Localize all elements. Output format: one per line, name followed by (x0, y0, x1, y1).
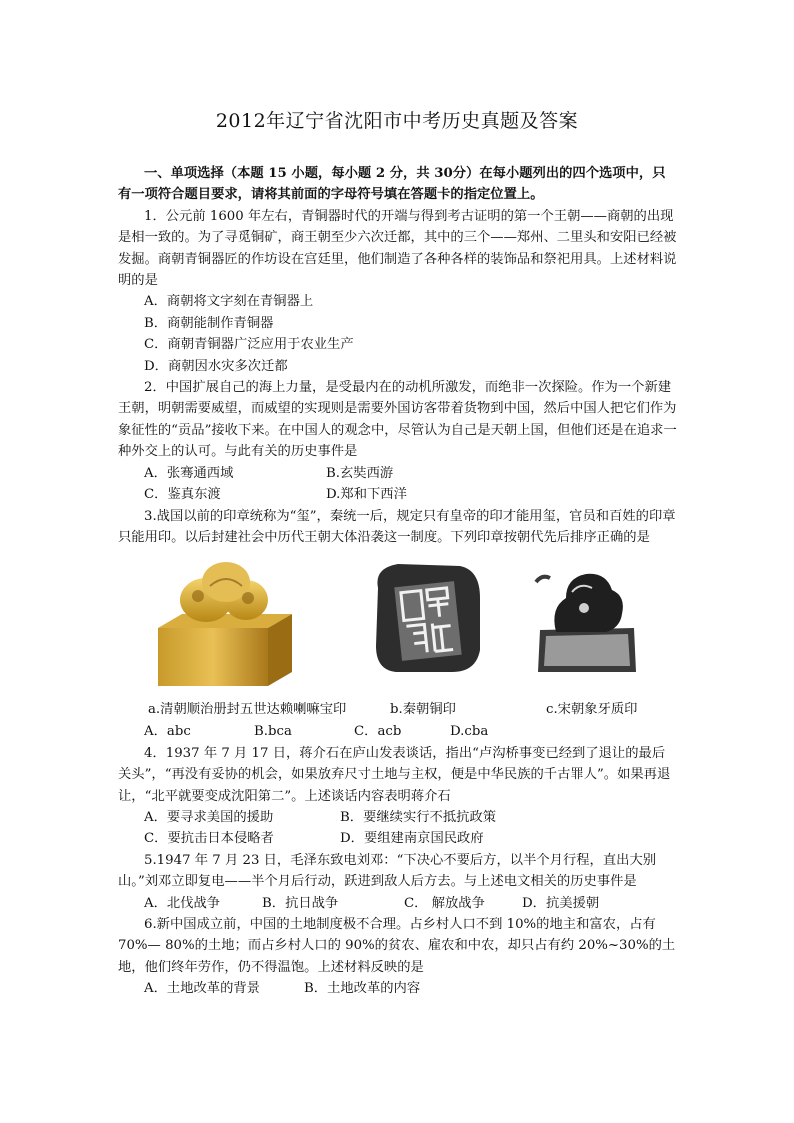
document-body (118, 163, 678, 1000)
caption-b: b.秦朝铜印 (390, 702, 456, 718)
question-5-option-c: C． 解放战争 (404, 895, 485, 911)
question-4-stem: 4．1937 年 7 月 17 日，蒋介石在庐山发表谈话，指出“卢沟桥事变已经到了退让的最后关头”，“再没有妥协的机会，如果放弃尺寸土地与主权，便是中华民族的千古罪人”。如果再退让，“北平就要变成沈阳第二”。上述谈话内容表明蒋介石 (118, 745, 671, 804)
question-5-option-a: A．北伐战争 (144, 895, 221, 911)
question-2-option-d: D.郑和下西洋 (326, 487, 407, 503)
question-4-options-row-1 (118, 807, 678, 828)
caption-a: a.清朝顺治册封五世达赖喇嘛宝印 (148, 702, 347, 718)
question-3-option-c: C．acb (354, 724, 402, 740)
question-6-stem: 6.新中国成立前，中国的土地制度极不合理。占乡村人口不到 10%的地主和富农，占有 70%— 80%的土地；而占乡村人口的 90%的贫农、雇农和中农，却只占有约 20%~30%的土地，他们终年劳作，仍不得温饱。上述材料反映的是 (118, 916, 676, 975)
question-3-option-a: A．abc (144, 724, 191, 740)
question-3-option-d: D.cba (450, 724, 489, 740)
question-5-stem: 5.1947 年 7 月 23 日，毛泽东致电刘邓：“下决心不要后方，以半个月行程，直出大别山。”刘邓立即复电——半个月后行动，跃进到敌人后方去。与上述电文相关的历史事件是 (118, 852, 657, 890)
question-4-option-a: A．要寻求美国的援助 (144, 809, 274, 825)
page-title: 2012年辽宁省沈阳市中考历史真题及答案 (215, 110, 579, 132)
caption-c: c.宋朝象牙质印 (546, 702, 638, 718)
question-5-option-d: D．抗美援朝 (522, 895, 600, 911)
question-3-options-row (118, 721, 678, 742)
question-2-stem: 2．中国扩展自己的海上力量，是受最内在的动机所激发，而绝非一次探险。作为一个新建王朝，明朝需要威望，而威望的实现则是需要外国访客带着货物到中国，然后中国人把它们作为象征性的“贡品”接收下来。在中国人的观念中，尽管认为自己是天朝上国，但他们还是在追求一种外交上的认可。与此有关的历史事件是 (118, 380, 677, 460)
section-heading: 一、单项选择（本题 15 小题，每小题 2 分，共 30分）在每小题列出的四个选项中，只有一项符合题目要求，请将其前面的字母符号填在答题卡的指定位置上。 (118, 166, 666, 203)
question-1-stem: 1．公元前 1600 年左右，青铜器时代的开端与得到考古证明的第一个王朝——商朝的出现是相一致的。为了寻觅铜矿，商王朝至少六次迁都，其中的三个——郑州、二里头和安阳已经被发掘。商朝青铜器匠的作坊设在宫廷里，他们制造了各种各样的装饰品和祭祀用具。上述材料说明的是 (118, 208, 677, 289)
question-1-option-c: C．商朝青铜器广泛应用于农业生产 (144, 337, 354, 353)
question-6-option-a: A．土地改革的背景 (144, 981, 260, 997)
copper-seal-image (368, 558, 486, 678)
seal-captions (118, 699, 678, 721)
question-2-option-a: A．张骞通西域 (144, 465, 234, 481)
question-1-option-b: B．商朝能制作青铜器 (144, 315, 274, 331)
ivory-seal-image (526, 562, 650, 678)
question-2-options-row-2 (118, 484, 678, 505)
question-5-options-row (118, 893, 678, 914)
question-1-option-d: D．商朝因水灾多次迁都 (144, 358, 288, 374)
question-4-option-d: D．要组建南京国民政府 (340, 831, 484, 847)
question-6-option-b: B．土地改革的内容 (304, 981, 421, 997)
question-1-option-a: A．商朝将文字刻在青铜器上 (144, 294, 314, 310)
question-2-options-row-1 (118, 463, 678, 484)
question-4-option-c: C．要抗击日本侵略者 (144, 831, 274, 847)
question-2-option-b: B.玄奘西游 (326, 465, 394, 481)
question-4-option-b: B．要继续实行不抵抗政策 (340, 809, 497, 825)
question-3-option-b: B.bca (254, 724, 292, 740)
question-6-options-row (118, 978, 678, 999)
question-5-option-b: B．抗日战争 (262, 895, 339, 911)
question-3-stem: 3.战国以前的印章统称为“玺”，秦统一后，规定只有皇帝的印才能用玺，官员和百姓的印章只能用印。以后封建社会中历代王朝大体沿袭这一制度。下列印章按朝代先后排序正确的是 (118, 508, 676, 545)
seal-images (118, 554, 678, 699)
question-4-options-row-2 (118, 828, 678, 849)
question-2-option-c: C．鉴真东渡 (144, 487, 221, 503)
gold-seal-image (150, 556, 298, 696)
